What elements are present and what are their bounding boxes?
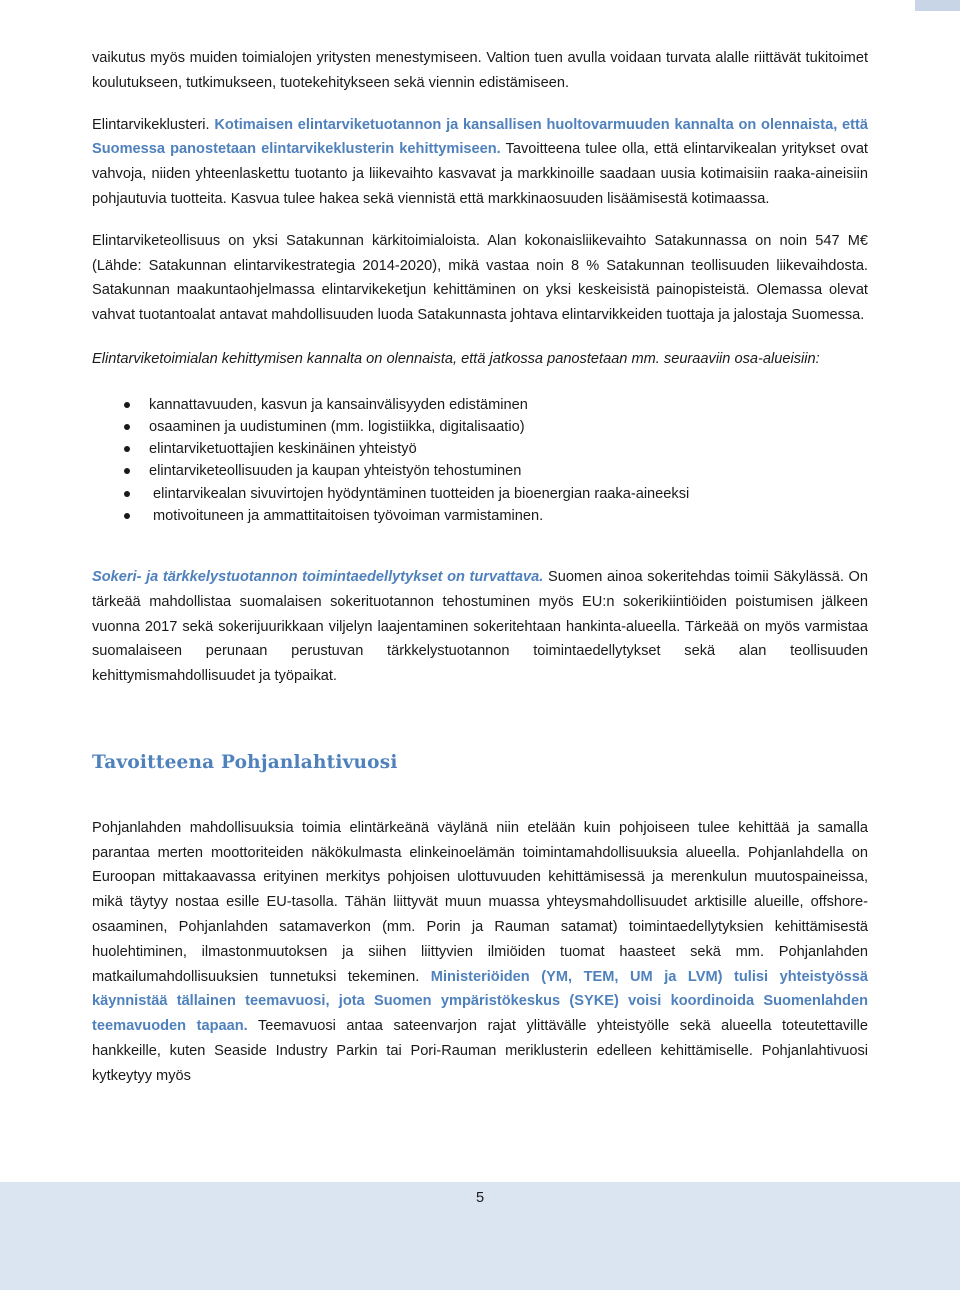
bullet-icon bbox=[124, 468, 130, 474]
gulf-highlight: Ministeriöiden (YM, TEM, UM ja LVM) tulisi yhteistyössä käynnistää tällainen teemavuosi, jota Suomen ympäristökeskus (SYKE) voisi koordinoida Suomenlahden teemavuoden tapaan. bbox=[92, 968, 868, 1035]
paragraph-focus-areas: Elintarviketoimialan kehittymisen kannalta on olennaista, että jatkossa panostetaan mm. seuraaviin osa-alueisiin: bbox=[92, 350, 820, 367]
top-decor-bar bbox=[915, 0, 960, 11]
food-cluster-rest: Tavoitteena tulee olla, että elintarvikealan yritykset ovat vahvoja, niiden yhteenlaskettu tuotanto ja liikevaihto kasvavat ja markkinoille saadaan uusia kotimaisiin raaka-aineisiin pohjautuvia tuotteita. Kasvua tulee hakea sekä viennistä että markkinaosuuden lisäämisestä kotimaassa. bbox=[92, 141, 868, 207]
bullet-icon bbox=[124, 424, 130, 430]
list-item: kannattavuuden, kasvun ja kansainvälisyyden edistäminen bbox=[92, 394, 868, 416]
focus-area-list bbox=[92, 394, 868, 527]
paragraph-gulf-of-bothnia bbox=[92, 816, 868, 1089]
bullet-icon bbox=[124, 491, 130, 497]
list-item: motivoituneen ja ammattitaitoisen työvoiman varmistaminen. bbox=[92, 505, 868, 527]
page-body bbox=[92, 46, 868, 1089]
paragraph-food-industry: Elintarviketeollisuus on yksi Satakunnan kärkitoimialoista. Alan kokonaisliikevaihto Satakunnassa on noin 547 M€ (Lähde: Satakunnan elintarvikestrategia 2014-2020), mikä vastaa noin 8 % Satakunnan teollisuuden liikevaihdosta. Satakunnan maakuntaohjelmassa elintarvikeketjun kehittäminen on yksi keskeisistä painopisteistä. Olemassa olevat vahvat tuotantoalat antavat mahdollisuuden luoda Satakunnasta johtava elintarvikkeiden tuottaja ja jalostaja Suomessa. bbox=[92, 232, 868, 324]
gulf-text-1: Pohjanlahden mahdollisuuksia toimia elintärkeänä väylänä niin etelään kuin pohjoiseen tulee kehittää ja samalla parantaa merten moottoriteiden näkökulmasta elinkeinoelämän toimintamahdollisuuksia alueella. Pohjanlahdella on Euroopan mittakaavassa erityinen merkitys pohjoisen ulottuvuuden kehittämisessä ja merenkulun muutospaineissa, mikä täytyy nostaa esille EU-tasolla. Tähän liittyvät muun muassa yhteysmahdollisuudet arktisille alueille, offshore-osaaminen, Pohjanlahden satamaverkon (mm. Porin ja Rauman satamat) toimintaedellytyksien kehittämisestä huolehtiminen, ilmastonmuutoksen ja siihen liittyvien ilmiöiden tuomat haasteet sekä mm. Pohjanlahden matkailumahdollisuuksien tunnetuksi tekeminen. bbox=[92, 819, 868, 985]
section-heading: Tavoitteena Pohjanlahtivuosi bbox=[92, 751, 398, 773]
bullet-icon bbox=[124, 513, 130, 519]
gulf-text-2: Teemavuosi antaa sateenvarjon rajat ylittävälle yhteistyölle sekä alueella toteutettaville hankkeille, kuten Seaside Industry Parkin tai Pori-Rauman meriklusterin edelleen kehittämiselle. Pohjanlahtivuosi kytkeytyy myös bbox=[92, 1018, 868, 1084]
paragraph-intro: vaikutus myös muiden toimialojen yritysten menestymiseen. Valtion tuen avulla voidaan turvata alalle riittävät tukitoimet koulutukseen, tutkimukseen, tuotekehitykseen sekä viennin edistämiseen. bbox=[92, 50, 868, 91]
page-number: 5 bbox=[475, 1190, 485, 1206]
bullet-icon bbox=[124, 446, 130, 452]
list-item: elintarviketuottajien keskinäinen yhteistyö bbox=[92, 438, 868, 460]
paragraph-sugar-starch bbox=[92, 565, 868, 689]
food-cluster-highlight: Kotimaisen elintarviketuotannon ja kansallisen huoltovarmuuden kannalta on olennaista, että Suomessa panostetaan elintarvikeklusterin kehittymiseen. bbox=[92, 116, 868, 158]
paragraph-food-cluster bbox=[92, 113, 868, 212]
list-item: elintarviketeollisuuden ja kaupan yhteistyön tehostuminen bbox=[92, 460, 868, 482]
bullet-icon bbox=[124, 402, 130, 408]
sugar-starch-highlight: Sokeri- ja tärkkelystuotannon toimintaedellytykset on turvattava. bbox=[92, 568, 544, 585]
list-item: elintarvikealan sivuvirtojen hyödyntäminen tuotteiden ja bioenergian raaka-aineeksi bbox=[92, 483, 868, 505]
sugar-starch-rest: Suomen ainoa sokeritehdas toimii Säkylässä. On tärkeää mahdollistaa suomalaisen sokerituotannon tehostuminen myös EU:n sokerikiintiöiden poistumisen jälkeen vuonna 2017 sekä sokerijuurikkaan viljelyn laajentaminen sokeritehtaan hankinta-alueella. Tärkeää on myös varmistaa suomalaiseen perunaan perustuvan tärkkelystuotannon toimintaedellytykset sekä alan teollisuuden kehittymismahdollisuudet ja työpaikat. bbox=[92, 568, 868, 685]
list-item: osaaminen ja uudistuminen (mm. logistiikka, digitalisaatio) bbox=[92, 416, 868, 438]
food-cluster-lead: Elintarvikeklusteri. bbox=[92, 116, 215, 133]
